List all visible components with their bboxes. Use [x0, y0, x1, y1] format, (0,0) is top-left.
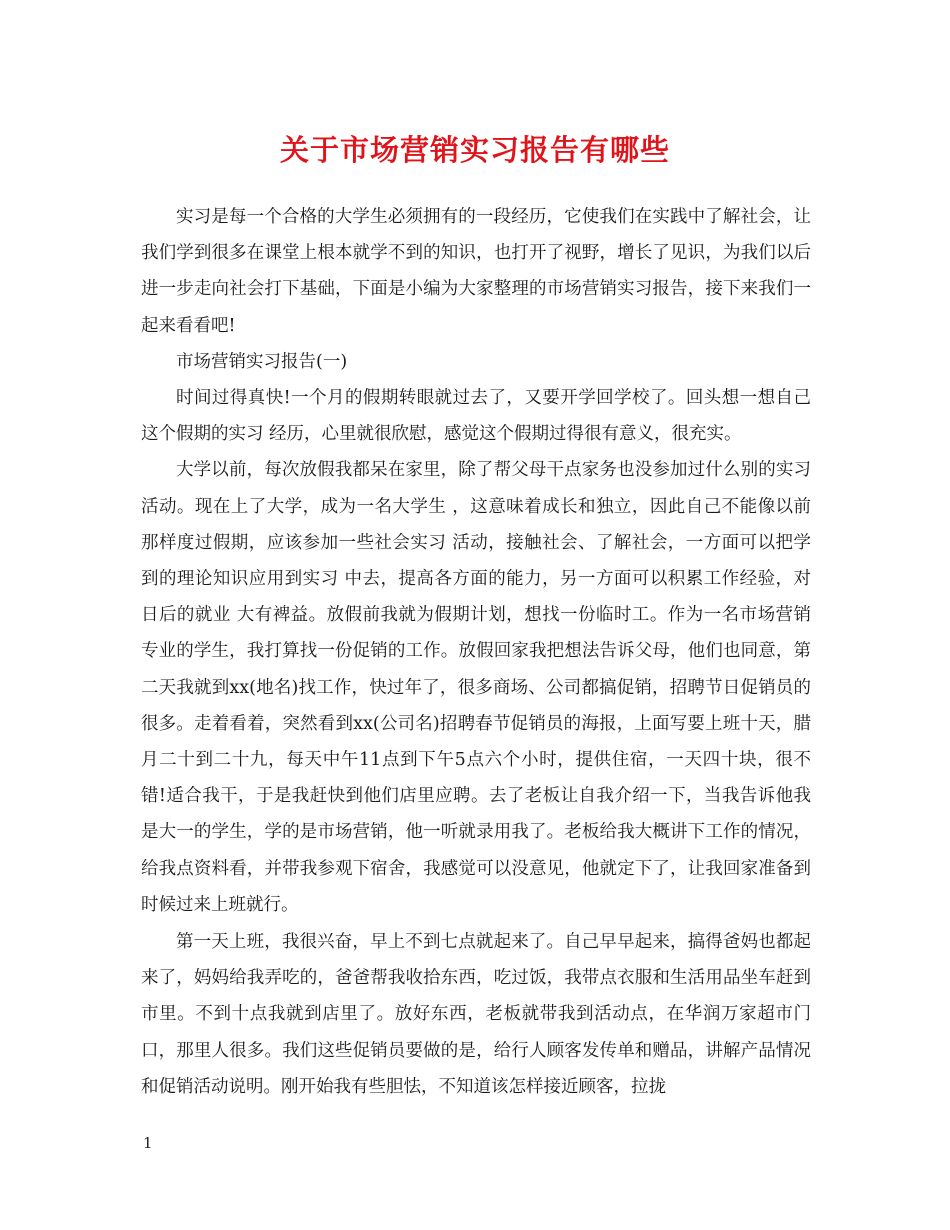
paragraph: 第一天上班，我很兴奋，早上不到七点就起来了。自己早早起来，搞得爸妈也都起来了，妈妈给我弄吃的，爸爸帮我收拾东西，吃过饭，我带点衣服和生活用品坐车赶到市里。不到十点我就到店里了。放好东西，老板就带我到活动点，在华润万家超市门口，那里人很多。我们这些促销员要做的是，给行人顾客发传单和赠品，讲解产品情况和促销活动说明。刚开始我有些胆怯，不知道该怎样接近顾客，拉拢 — [141, 932, 811, 1097]
section-heading: 市场营销实习报告(一) — [176, 351, 348, 372]
paragraph: 时间过得真快!一个月的假期转眼就过去了，又要开学回学校了。回头想一想自己这个假期的实习 经历，心里就很欣慰，感觉这个假期过得很有意义，很充实。 — [141, 388, 811, 445]
paragraph: 大学以前，每次放假我都呆在家里，除了帮父母干点家务也没参加过什么别的实习 活动。现在上了大学，成为一名大学生 ，这意味着成长和独立，因此自己不能像以前那样度过假期，应该参加一些社会实习 活动，接触社会、了解社会，一方面可以把学到的理论知识应用到实习 中去，提高各方面的能力，另一方面可以积累工作经验，对日后的就业 大有裨益。放假前我就为假期计划，想找一份临时工。作为一名市场营销专业的学生，我打算找一份促销的工作。放假回家我把想法告诉父母，他们也同意，第二天我就到xx(地名)找工作，快过年了，很多商场、公司都搞促销，招聘节日促销员的很多。走着看着，突然看到xx(公司名)招聘春节促销员的海报，上面写要上班十天，腊月二十到二十九，每天中午11点到下午5点六个小时，提供住宿，一天四十块，很不错!适合我干，于是我赶快到他们店里应聘。去了老板让自我介绍一下，当我告诉他我是大一的学生，学的是市场营销，他一听就录用我了。老板给我大概讲下工作的情况，给我点资料看，并带我参观下宿舍，我感觉可以没意见，他就定下了，让我回家准备到时候过来上班就行。 — [141, 460, 811, 915]
page-number: 1 — [143, 1134, 153, 1152]
document-body — [141, 199, 811, 1105]
document-title: 关于市场营销实习报告有哪些 — [279, 133, 670, 167]
paragraph-intro: 实习是每一个合格的大学生必须拥有的一段经历，它使我们在实践中了解社会，让我们学到很多在课堂上根本就学不到的知识，也打开了视野，增长了见识，为我们以后进一步走向社会打下基础，下面是小编为大家整理的市场营销实习报告，接下来我们一起来看看吧! — [141, 207, 811, 336]
